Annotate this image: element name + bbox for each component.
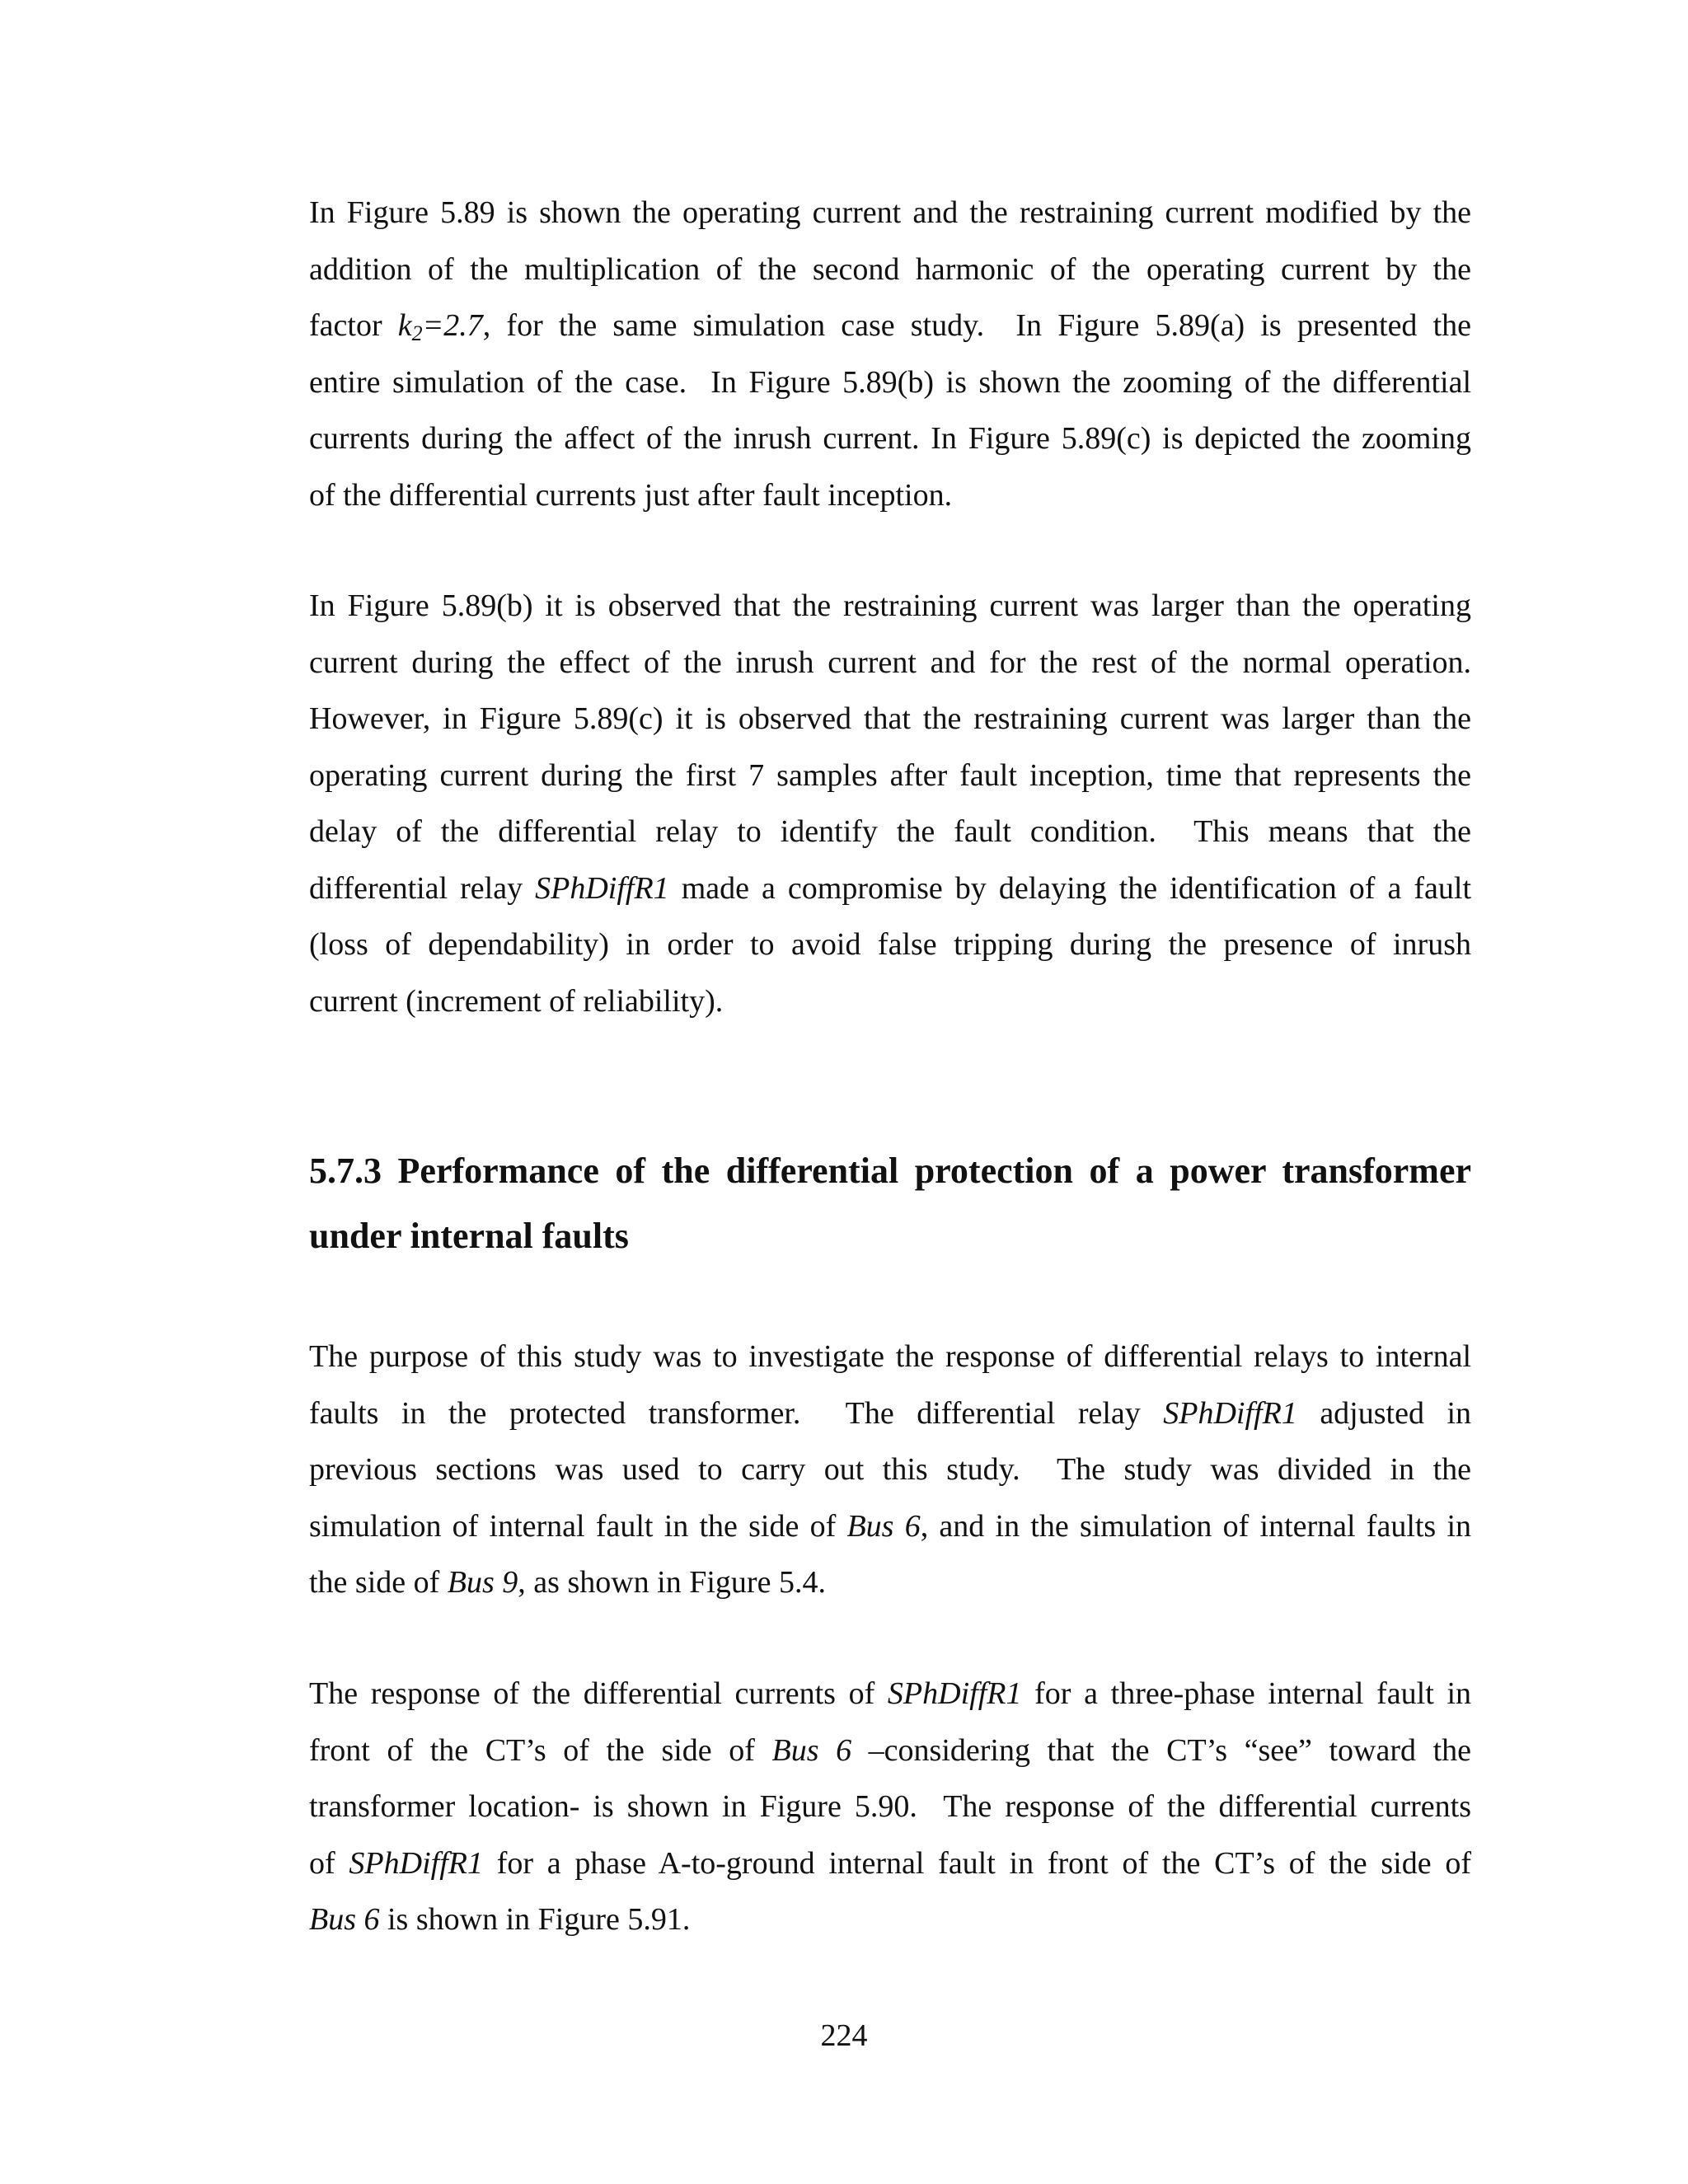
bus-name: Bus 6: [846, 1508, 921, 1544]
text-line: The response of the differential currents of SPhDiffR1 for a three-phase internal fault in: [309, 1676, 1472, 1711]
paragraph-study-purpose: [309, 1329, 1471, 1611]
relay-name: SPhDiffR1: [535, 870, 669, 906]
text-line: In Figure 5.89(b) it is observed that the restraining current was larger than the operating: [309, 588, 1471, 623]
relay-name: SPhDiffR1: [349, 1845, 483, 1881]
heading-line: under internal faults: [309, 1216, 629, 1256]
text-line: Bus 6 is shown in Figure 5.91.: [309, 1902, 691, 1937]
page-number: 224: [820, 2018, 868, 2053]
text-line: However, in Figure 5.89(c) it is observed that the restraining current was larger than the: [309, 701, 1471, 736]
factor-symbol: $k_2=2.7$: [397, 308, 483, 345]
text-line: entire simulation of the case. In Figure 5.89(b) is shown the zooming of the differential: [309, 364, 1471, 400]
heading-line: 5.7.3 Performance of the differential protection of a power transformer: [309, 1151, 1471, 1191]
bus-name: Bus 6: [309, 1902, 380, 1937]
paragraph-figure-5-89-description: [309, 185, 1471, 523]
paragraph-restraining-current-observation: [309, 578, 1471, 1029]
bus-name: Bus 9: [447, 1565, 518, 1600]
text-line: the side of Bus 9, as shown in Figure 5.4.: [309, 1565, 826, 1600]
bus-name: Bus 6: [771, 1732, 852, 1768]
text-line: In Figure 5.89 is shown the operating current and the restraining current modified by the: [309, 195, 1471, 230]
text-line: factor $k_2=2.7$, for the same simulation case study. In Figure 5.89(a) is presented the: [309, 308, 1471, 345]
section-heading-5-7-3: [309, 1138, 1471, 1268]
text-line: current during the effect of the inrush current and for the rest of the normal operation.: [309, 644, 1471, 680]
text-line: faults in the protected transformer. The differential relay SPhDiffR1 adjusted in: [309, 1395, 1471, 1431]
text-line: front of the CT’s of the side of Bus 6 –considering that the CT’s “see” toward the: [309, 1732, 1472, 1768]
relay-name: SPhDiffR1: [887, 1676, 1022, 1711]
text-line: operating current during the first 7 samples after fault inception, time that represents the: [309, 757, 1471, 793]
text-line: previous sections was used to carry out this study. The study was divided in the: [309, 1452, 1471, 1487]
text-line: differential relay SPhDiffR1 made a compromise by delaying the identification of a fault: [309, 870, 1472, 906]
text-line: (loss of dependability) in order to avoid false tripping during the presence of inrush: [309, 927, 1471, 962]
text-line: addition of the multiplication of the second harmonic of the operating current by the: [309, 251, 1471, 287]
text-line: of the differential currents just after fault inception.: [309, 477, 953, 513]
relay-name: SPhDiffR1: [1163, 1395, 1297, 1431]
text-line: current (increment of reliability).: [309, 983, 724, 1019]
text-line: delay of the differential relay to identify the fault condition. This means that the: [309, 814, 1471, 849]
text-line: transformer location- is shown in Figure 5.90. The response of the differential currents: [309, 1789, 1471, 1824]
text-line: of SPhDiffR1 for a phase A-to-ground internal fault in front of the CT’s of the side of: [309, 1845, 1472, 1881]
text-line: currents during the affect of the inrush current. In Figure 5.89(c) is depicted the zooming: [309, 421, 1471, 456]
paragraph-differential-currents-response: [309, 1666, 1471, 1948]
text-line: simulation of internal fault in the side of Bus 6, and in the simulation of internal faults in: [309, 1508, 1472, 1544]
text-line: The purpose of this study was to investigate the response of differential relays to internal: [309, 1339, 1471, 1374]
